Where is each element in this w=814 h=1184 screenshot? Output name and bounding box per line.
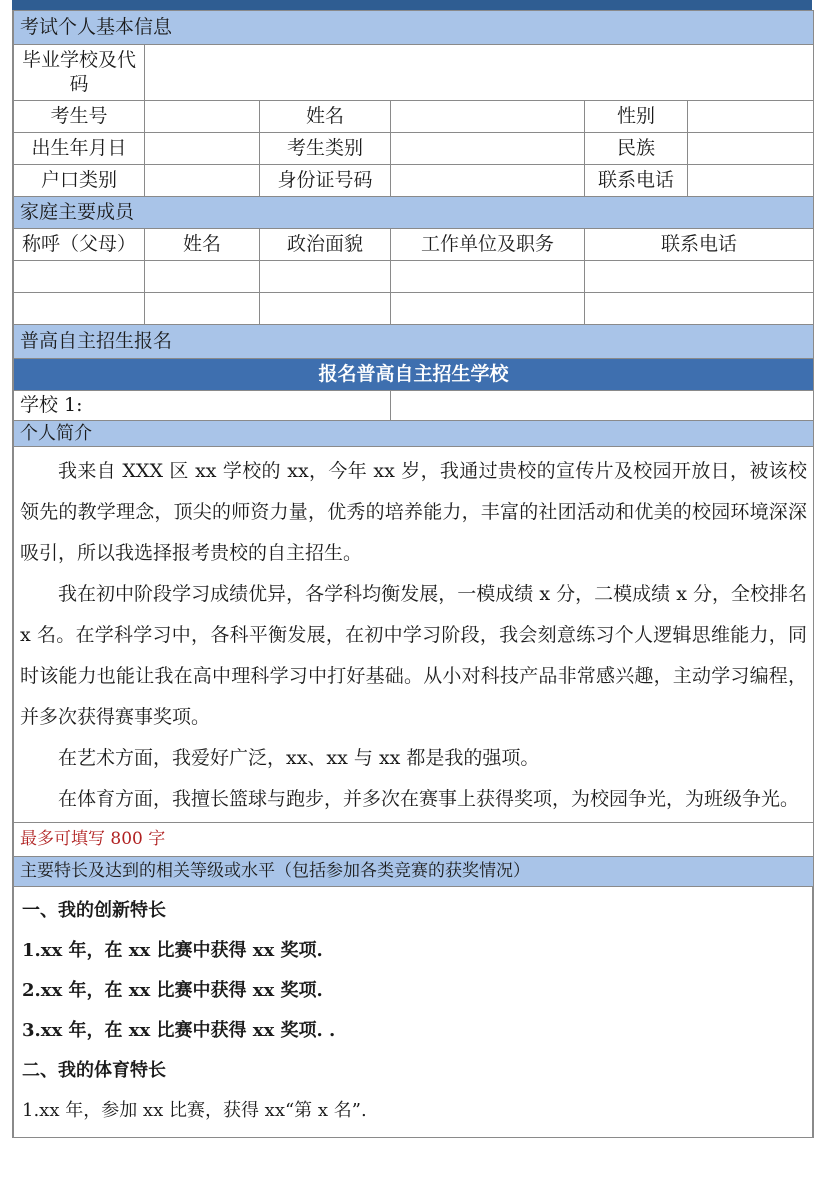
family-politics-field[interactable] (260, 261, 391, 293)
family-phone-field[interactable] (585, 293, 814, 325)
hukou-label: 户口类别 (14, 165, 145, 197)
family-header-name: 姓名 (145, 229, 260, 261)
hukou-field[interactable] (145, 165, 260, 197)
school-row (14, 45, 814, 101)
talent-content[interactable] (13, 887, 813, 1138)
exam-no-label: 考生号 (14, 101, 145, 133)
form-frame (12, 10, 814, 1138)
ethnicity-label: 民族 (585, 133, 688, 165)
section-intro-row (14, 421, 814, 447)
gender-field[interactable] (688, 101, 814, 133)
talent-heading: 二、我的体育特长 (22, 1060, 166, 1081)
apply-header-row (14, 359, 814, 391)
family-header-work: 工作单位及职务 (391, 229, 585, 261)
birth-label: 出生年月日 (14, 133, 145, 165)
intro-row (14, 447, 814, 823)
intro-paragraph: 在艺术方面，我爱好广泛，xx、xx 与 xx 都是我的强项。 (58, 747, 540, 769)
section-talent-row (14, 857, 814, 887)
basic-row-1 (14, 101, 814, 133)
school1-label: 学校 1: (14, 391, 391, 421)
family-name-field[interactable] (145, 261, 260, 293)
family-relation-field[interactable] (14, 293, 145, 325)
section-family-row (14, 197, 814, 229)
exam-type-field[interactable] (391, 133, 585, 165)
family-header-relation: 称呼（父母） (14, 229, 145, 261)
talent-item: 1.xx 年，在 xx 比赛中获得 xx 奖项. (22, 940, 323, 961)
family-row (14, 261, 814, 293)
section-basic-row (14, 11, 814, 45)
id-no-label: 身份证号码 (260, 165, 391, 197)
school-label: 毕业学校及代码 (14, 45, 145, 101)
phone-field[interactable] (688, 165, 814, 197)
family-row (14, 293, 814, 325)
school1-row (14, 391, 814, 421)
school-field[interactable] (145, 45, 814, 101)
family-phone-field[interactable] (585, 261, 814, 293)
top-header-bar (12, 0, 812, 10)
ethnicity-field[interactable] (688, 133, 814, 165)
intro-paragraph: 在体育方面，我擅长篮球与跑步，并多次在赛事上获得奖项，为校园争光，为班级争光。 (58, 788, 800, 810)
section-family-title: 家庭主要成员 (14, 197, 814, 229)
word-limit-row (14, 823, 814, 857)
section-talent-title: 主要特长及达到的相关等级或水平（包括参加各类竞赛的获奖情况） (14, 857, 814, 887)
intro-field[interactable] (14, 447, 814, 823)
gender-label: 性别 (585, 101, 688, 133)
family-name-field[interactable] (145, 293, 260, 325)
exam-type-label: 考生类别 (260, 133, 391, 165)
family-header-row (14, 229, 814, 261)
talent-heading: 一、我的创新特长 (22, 900, 166, 921)
section-apply-title: 普高自主招生报名 (14, 325, 814, 359)
exam-no-field[interactable] (145, 101, 260, 133)
family-header-phone: 联系电话 (585, 229, 814, 261)
id-no-field[interactable] (391, 165, 585, 197)
family-header-politics: 政治面貌 (260, 229, 391, 261)
name-field[interactable] (391, 101, 585, 133)
section-basic-title: 考试个人基本信息 (14, 11, 814, 45)
intro-paragraph: 我来自 XXX 区 xx 学校的 xx，今年 xx 岁，我通过贵校的宣传片及校园开放日，被该校领先的教学理念，顶尖的师资力量，优秀的培养能力，丰富的社团活动和优美的校园环境深深吸引，所以我选择报考贵校的自主招生。 (20, 460, 808, 564)
family-politics-field[interactable] (260, 293, 391, 325)
phone-label: 联系电话 (585, 165, 688, 197)
apply-header: 报名普高自主招生学校 (14, 359, 814, 391)
talent-item: 1.xx 年，参加 xx 比赛，获得 xx“第 x 名”. (22, 1100, 367, 1121)
birth-field[interactable] (145, 133, 260, 165)
basic-row-2 (14, 133, 814, 165)
section-intro-title: 个人简介 (14, 421, 814, 447)
section-apply-row (14, 325, 814, 359)
form-table (13, 10, 814, 887)
talent-item: 2.xx 年，在 xx 比赛中获得 xx 奖项. (22, 980, 323, 1001)
intro-paragraph: 我在初中阶段学习成绩优异，各学科均衡发展，一模成绩 x 分，二模成绩 x 分，全校排名 x 名。在学科学习中，各科平衡发展，在初中学习阶段，我会刻意练习个人逻辑思维能力，同时该能力也能让我在高中理科学习中打好基础。从小对科技产品非常感兴趣，主动学习编程，并多次获得赛事奖项。 (20, 583, 808, 728)
family-work-field[interactable] (391, 293, 585, 325)
family-relation-field[interactable] (14, 261, 145, 293)
intro-text (14, 447, 813, 822)
word-limit-note: 最多可填写 800 字 (14, 823, 814, 857)
basic-row-3 (14, 165, 814, 197)
school1-field[interactable] (391, 391, 814, 421)
name-label: 姓名 (260, 101, 391, 133)
family-work-field[interactable] (391, 261, 585, 293)
talent-item: 3.xx 年，在 xx 比赛中获得 xx 奖项. . (22, 1020, 336, 1041)
